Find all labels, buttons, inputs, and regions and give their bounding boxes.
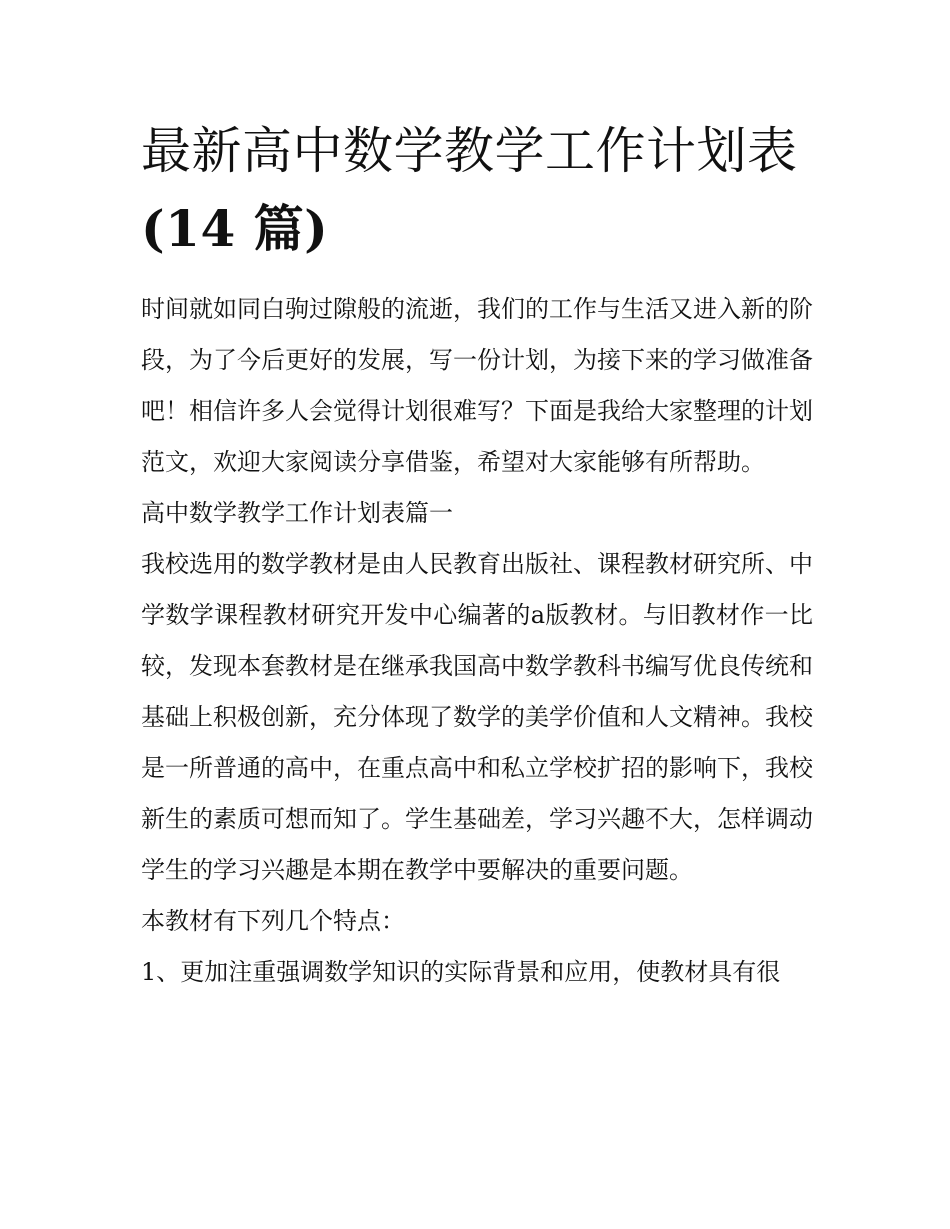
section-heading: 高中数学教学工作计划表篇一 bbox=[141, 499, 453, 527]
body-paragraph: 本教材有下列几个特点： bbox=[141, 907, 405, 935]
intro-paragraph: 时间就如同白驹过隙般的流逝，我们的工作与生活又进入新的阶段，为了今后更好的发展，写一份计划，为接下来的学习做准备吧！相信许多人会觉得计划很难写？下面是我给大家整理的计划范文，欢迎大家阅读分享借鉴，希望对大家能够有所帮助。 bbox=[141, 295, 813, 476]
document-title bbox=[141, 112, 813, 268]
body-paragraph: 是一所普通的高中，在重点高中和私立学校扩招的影响下，我校新生的素质可想而知了。学生基础差，学习兴趣不大，怎样调动学生的学习兴趣是本期在教学中要解决的重要问题。 bbox=[141, 754, 813, 884]
document-body bbox=[141, 112, 813, 998]
body-paragraph: 我校选用的数学教材是由人民教育出版社、课程教材研究所、中学数学课程教材研究开发中心编著的a版教材。与旧教材作一比较，发现本套教材是在继承我国高中数学教科书编写优良传统和基础上积极创新，充分体现了数学的美学价值和人文精神。我校 bbox=[141, 550, 813, 731]
title-suffix: (14 篇) bbox=[141, 199, 329, 258]
list-item: 1、更加注重强调数学知识的实际背景和应用，使教材具有很 bbox=[141, 958, 781, 986]
title-main: 最新高中数学教学工作计划表 bbox=[141, 122, 798, 180]
